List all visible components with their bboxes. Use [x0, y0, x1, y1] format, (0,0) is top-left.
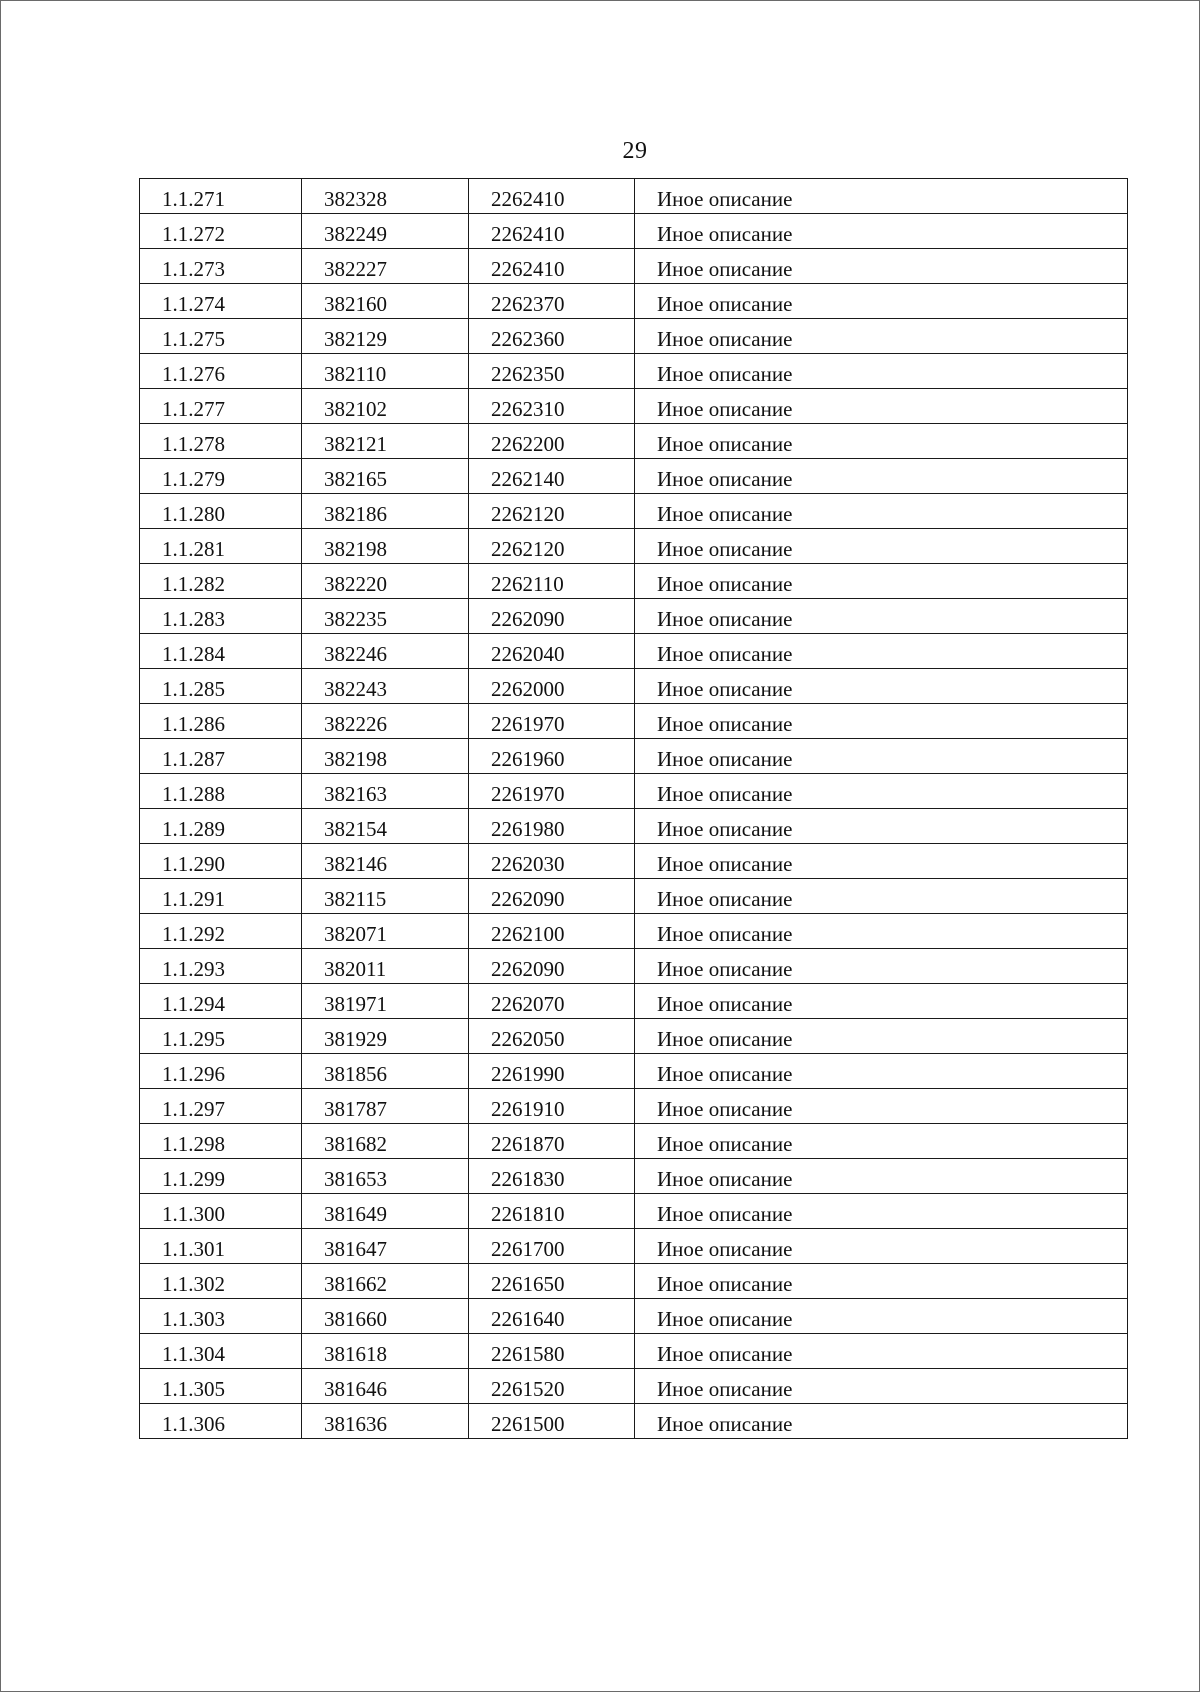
table-row	[140, 354, 1128, 389]
y-coordinate-cell: 2261830	[469, 1159, 635, 1194]
y-coordinate-cell: 2261580	[469, 1334, 635, 1369]
table-row	[140, 984, 1128, 1019]
table-row	[140, 319, 1128, 354]
description-cell: Иное описание	[635, 1334, 1128, 1369]
x-coordinate-cell: 382011	[302, 949, 469, 984]
table-row	[140, 1089, 1128, 1124]
description-cell: Иное описание	[635, 424, 1128, 459]
y-coordinate-cell: 2262120	[469, 529, 635, 564]
point-number-cell: 1.1.278	[140, 424, 302, 459]
table-row	[140, 599, 1128, 634]
x-coordinate-cell: 382121	[302, 424, 469, 459]
x-coordinate-cell: 381929	[302, 1019, 469, 1054]
point-number-cell: 1.1.285	[140, 669, 302, 704]
x-coordinate-cell: 382146	[302, 844, 469, 879]
point-number-cell: 1.1.304	[140, 1334, 302, 1369]
table-row	[140, 214, 1128, 249]
point-number-cell: 1.1.290	[140, 844, 302, 879]
table-row	[140, 1404, 1128, 1439]
x-coordinate-cell: 382235	[302, 599, 469, 634]
description-cell: Иное описание	[635, 949, 1128, 984]
x-coordinate-cell: 382249	[302, 214, 469, 249]
table-row	[140, 739, 1128, 774]
x-coordinate-cell: 382071	[302, 914, 469, 949]
description-cell: Иное описание	[635, 1369, 1128, 1404]
point-number-cell: 1.1.271	[140, 179, 302, 214]
point-number-cell: 1.1.293	[140, 949, 302, 984]
y-coordinate-cell: 2262000	[469, 669, 635, 704]
description-cell: Иное описание	[635, 494, 1128, 529]
point-number-cell: 1.1.305	[140, 1369, 302, 1404]
point-number-cell: 1.1.281	[140, 529, 302, 564]
y-coordinate-cell: 2261520	[469, 1369, 635, 1404]
point-number-cell: 1.1.295	[140, 1019, 302, 1054]
y-coordinate-cell: 2262200	[469, 424, 635, 459]
table-row	[140, 284, 1128, 319]
y-coordinate-cell: 2261970	[469, 774, 635, 809]
description-cell: Иное описание	[635, 844, 1128, 879]
x-coordinate-cell: 381636	[302, 1404, 469, 1439]
x-coordinate-cell: 382243	[302, 669, 469, 704]
point-number-cell: 1.1.302	[140, 1264, 302, 1299]
point-number-cell: 1.1.280	[140, 494, 302, 529]
table-row	[140, 879, 1128, 914]
table-row	[140, 704, 1128, 739]
description-cell: Иное описание	[635, 774, 1128, 809]
table-row	[140, 529, 1128, 564]
table-row	[140, 774, 1128, 809]
point-number-cell: 1.1.283	[140, 599, 302, 634]
table-row	[140, 1194, 1128, 1229]
x-coordinate-cell: 382226	[302, 704, 469, 739]
x-coordinate-cell: 382198	[302, 739, 469, 774]
x-coordinate-cell: 381662	[302, 1264, 469, 1299]
point-number-cell: 1.1.284	[140, 634, 302, 669]
description-cell: Иное описание	[635, 879, 1128, 914]
x-coordinate-cell: 382102	[302, 389, 469, 424]
x-coordinate-cell: 381971	[302, 984, 469, 1019]
description-cell: Иное описание	[635, 984, 1128, 1019]
point-number-cell: 1.1.275	[140, 319, 302, 354]
point-number-cell: 1.1.272	[140, 214, 302, 249]
point-number-cell: 1.1.292	[140, 914, 302, 949]
description-cell: Иное описание	[635, 319, 1128, 354]
table-row	[140, 424, 1128, 459]
description-cell: Иное описание	[635, 249, 1128, 284]
x-coordinate-cell: 382154	[302, 809, 469, 844]
y-coordinate-cell: 2262050	[469, 1019, 635, 1054]
description-cell: Иное описание	[635, 809, 1128, 844]
table-row	[140, 1159, 1128, 1194]
table-row	[140, 1369, 1128, 1404]
description-cell: Иное описание	[635, 459, 1128, 494]
x-coordinate-cell: 382160	[302, 284, 469, 319]
y-coordinate-cell: 2262090	[469, 879, 635, 914]
point-number-cell: 1.1.306	[140, 1404, 302, 1439]
point-number-cell: 1.1.289	[140, 809, 302, 844]
table-row	[140, 809, 1128, 844]
point-number-cell: 1.1.279	[140, 459, 302, 494]
y-coordinate-cell: 2261810	[469, 1194, 635, 1229]
x-coordinate-cell: 381856	[302, 1054, 469, 1089]
x-coordinate-cell: 382129	[302, 319, 469, 354]
point-number-cell: 1.1.288	[140, 774, 302, 809]
description-cell: Иное описание	[635, 1194, 1128, 1229]
x-coordinate-cell: 382115	[302, 879, 469, 914]
description-cell: Иное описание	[635, 564, 1128, 599]
y-coordinate-cell: 2262360	[469, 319, 635, 354]
table-row	[140, 914, 1128, 949]
y-coordinate-cell: 2262410	[469, 214, 635, 249]
y-coordinate-cell: 2262090	[469, 949, 635, 984]
description-cell: Иное описание	[635, 354, 1128, 389]
point-number-cell: 1.1.273	[140, 249, 302, 284]
point-number-cell: 1.1.297	[140, 1089, 302, 1124]
point-number-cell: 1.1.277	[140, 389, 302, 424]
description-cell: Иное описание	[635, 284, 1128, 319]
table-row	[140, 1334, 1128, 1369]
y-coordinate-cell: 2262120	[469, 494, 635, 529]
description-cell: Иное описание	[635, 1124, 1128, 1159]
x-coordinate-cell: 381682	[302, 1124, 469, 1159]
point-number-cell: 1.1.298	[140, 1124, 302, 1159]
table-row	[140, 949, 1128, 984]
description-cell: Иное описание	[635, 1229, 1128, 1264]
table-row	[140, 1229, 1128, 1264]
table-row	[140, 634, 1128, 669]
description-cell: Иное описание	[635, 179, 1128, 214]
y-coordinate-cell: 2262310	[469, 389, 635, 424]
y-coordinate-cell: 2261910	[469, 1089, 635, 1124]
y-coordinate-cell: 2261650	[469, 1264, 635, 1299]
description-cell: Иное описание	[635, 1264, 1128, 1299]
description-cell: Иное описание	[635, 214, 1128, 249]
x-coordinate-cell: 381647	[302, 1229, 469, 1264]
description-cell: Иное описание	[635, 389, 1128, 424]
x-coordinate-cell: 381649	[302, 1194, 469, 1229]
table-row	[140, 459, 1128, 494]
y-coordinate-cell: 2261970	[469, 704, 635, 739]
description-cell: Иное описание	[635, 1054, 1128, 1089]
y-coordinate-cell: 2261990	[469, 1054, 635, 1089]
description-cell: Иное описание	[635, 914, 1128, 949]
x-coordinate-cell: 382163	[302, 774, 469, 809]
y-coordinate-cell: 2262070	[469, 984, 635, 1019]
point-number-cell: 1.1.286	[140, 704, 302, 739]
x-coordinate-cell: 381646	[302, 1369, 469, 1404]
point-number-cell: 1.1.299	[140, 1159, 302, 1194]
x-coordinate-cell: 382328	[302, 179, 469, 214]
table-row	[140, 669, 1128, 704]
table-row	[140, 494, 1128, 529]
y-coordinate-cell: 2262030	[469, 844, 635, 879]
table-row	[140, 179, 1128, 214]
x-coordinate-cell: 381653	[302, 1159, 469, 1194]
table-row	[140, 1019, 1128, 1054]
point-number-cell: 1.1.276	[140, 354, 302, 389]
x-coordinate-cell: 382227	[302, 249, 469, 284]
description-cell: Иное описание	[635, 1019, 1128, 1054]
table-row	[140, 1124, 1128, 1159]
point-number-cell: 1.1.287	[140, 739, 302, 774]
description-cell: Иное описание	[635, 739, 1128, 774]
point-number-cell: 1.1.282	[140, 564, 302, 599]
y-coordinate-cell: 2262090	[469, 599, 635, 634]
y-coordinate-cell: 2262040	[469, 634, 635, 669]
x-coordinate-cell: 382220	[302, 564, 469, 599]
point-number-cell: 1.1.294	[140, 984, 302, 1019]
x-coordinate-cell: 381618	[302, 1334, 469, 1369]
description-cell: Иное описание	[635, 1299, 1128, 1334]
table-row	[140, 1054, 1128, 1089]
x-coordinate-cell: 382198	[302, 529, 469, 564]
point-number-cell: 1.1.291	[140, 879, 302, 914]
table-row	[140, 1264, 1128, 1299]
description-cell: Иное описание	[635, 1159, 1128, 1194]
table-row	[140, 249, 1128, 284]
y-coordinate-cell: 2262140	[469, 459, 635, 494]
description-cell: Иное описание	[635, 1089, 1128, 1124]
y-coordinate-cell: 2261960	[469, 739, 635, 774]
point-number-cell: 1.1.274	[140, 284, 302, 319]
point-number-cell: 1.1.300	[140, 1194, 302, 1229]
y-coordinate-cell: 2261500	[469, 1404, 635, 1439]
y-coordinate-cell: 2262410	[469, 179, 635, 214]
y-coordinate-cell: 2262370	[469, 284, 635, 319]
page-number: 29	[622, 138, 648, 164]
description-cell: Иное описание	[635, 669, 1128, 704]
y-coordinate-cell: 2262350	[469, 354, 635, 389]
x-coordinate-cell: 381660	[302, 1299, 469, 1334]
point-number-cell: 1.1.303	[140, 1299, 302, 1334]
x-coordinate-cell: 382186	[302, 494, 469, 529]
x-coordinate-cell: 382165	[302, 459, 469, 494]
table-row	[140, 844, 1128, 879]
x-coordinate-cell: 381787	[302, 1089, 469, 1124]
description-cell: Иное описание	[635, 529, 1128, 564]
table-row	[140, 1299, 1128, 1334]
x-coordinate-cell: 382110	[302, 354, 469, 389]
y-coordinate-cell: 2261980	[469, 809, 635, 844]
coordinates-table-body	[140, 179, 1128, 1439]
x-coordinate-cell: 382246	[302, 634, 469, 669]
description-cell: Иное описание	[635, 1404, 1128, 1439]
point-number-cell: 1.1.301	[140, 1229, 302, 1264]
table-row	[140, 389, 1128, 424]
y-coordinate-cell: 2262410	[469, 249, 635, 284]
y-coordinate-cell: 2261870	[469, 1124, 635, 1159]
y-coordinate-cell: 2261700	[469, 1229, 635, 1264]
table-row	[140, 564, 1128, 599]
y-coordinate-cell: 2262110	[469, 564, 635, 599]
description-cell: Иное описание	[635, 599, 1128, 634]
description-cell: Иное описание	[635, 704, 1128, 739]
y-coordinate-cell: 2261640	[469, 1299, 635, 1334]
description-cell: Иное описание	[635, 634, 1128, 669]
coordinates-table	[139, 178, 1128, 1439]
y-coordinate-cell: 2262100	[469, 914, 635, 949]
point-number-cell: 1.1.296	[140, 1054, 302, 1089]
